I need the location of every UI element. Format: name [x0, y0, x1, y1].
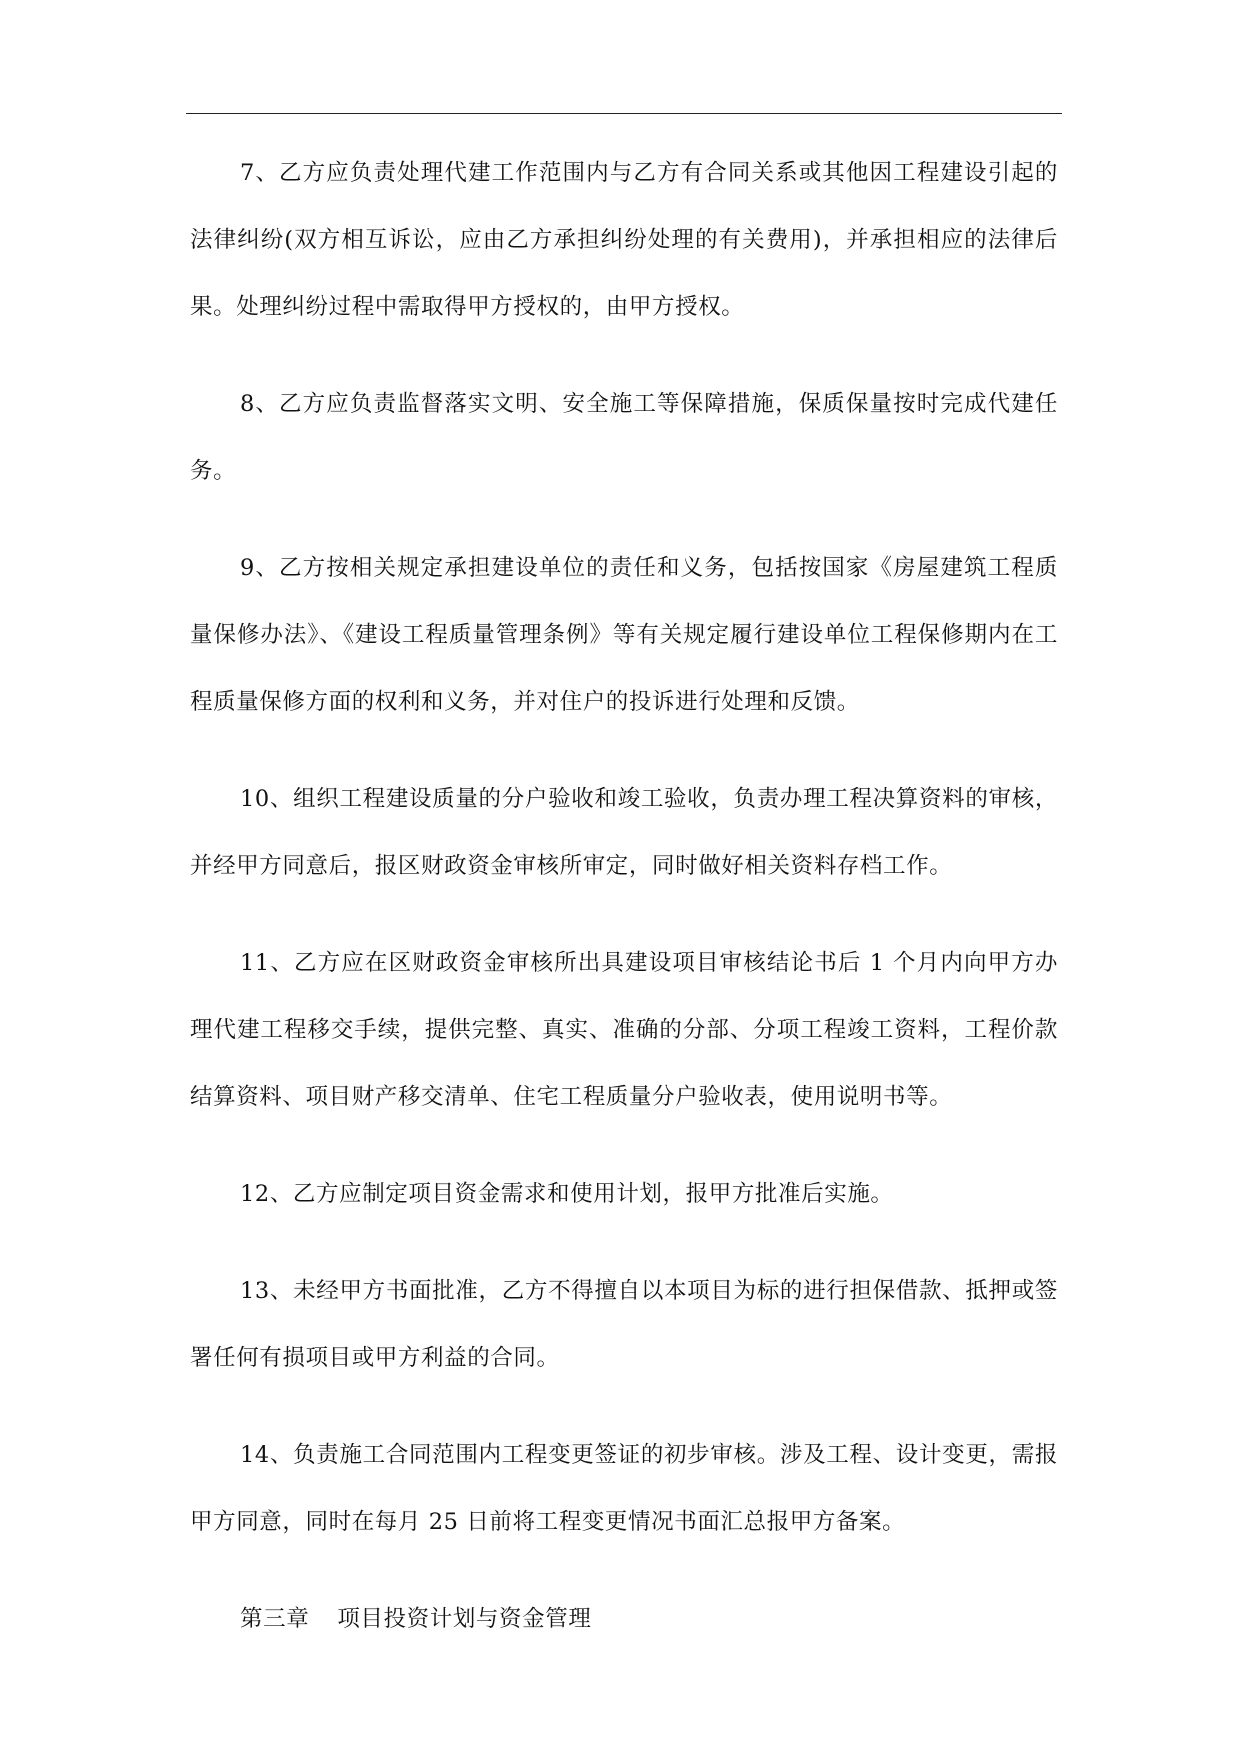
clause-11: 11、乙方应在区财政资金审核所出具建设项目审核结论书后 1 个月内向甲方办理代建工程移交手续，提供完整、真实、准确的分部、分项工程竣工资料，工程价款结算资料、项目财产移交清单、住宅工程质量分户验收表，使用说明书等。: [190, 950, 1058, 1110]
clause-13: 13、未经甲方书面批准，乙方不得擅自以本项目为标的进行担保借款、抵押或签署任何有损项目或甲方利益的合同。: [190, 1278, 1058, 1371]
header-rule: [186, 113, 1062, 114]
clause-12: 12、乙方应制定项目资金需求和使用计划，报甲方批准后实施。: [240, 1181, 894, 1207]
chapter-heading: [190, 1586, 1058, 1653]
document-body: [190, 140, 1058, 1683]
chapter-title: 项目投资计划与资金管理: [337, 1606, 592, 1632]
clause-8: 8、乙方应负责监督落实文明、安全施工等保障措施，保质保量按时完成代建任务。: [190, 391, 1058, 484]
clause-9: 9、乙方按相关规定承担建设单位的责任和义务，包括按国家《房屋建筑工程质量保修办法》、《建设工程质量管理条例》等有关规定履行建设单位工程保修期内在工程质量保修方面的权利和义务，并对住户的投诉进行处理和反馈。: [190, 555, 1058, 715]
chapter-number: 第三章: [240, 1606, 310, 1632]
clause-7: 7、乙方应负责处理代建工作范围内与乙方有合同关系或其他因工程建设引起的法律纠纷(双方相互诉讼，应由乙方承担纠纷处理的有关费用)，并承担相应的法律后果。处理纠纷过程中需取得甲方授权的，由甲方授权。: [190, 160, 1058, 320]
clause-10: 10、组织工程建设质量的分户验收和竣工验收，负责办理工程决算资料的审核，并经甲方同意后，报区财政资金审核所审定，同时做好相关资料存档工作。: [190, 786, 1058, 879]
clause-14: 14、负责施工合同范围内工程变更签证的初步审核。涉及工程、设计变更，需报甲方同意，同时在每月 25 日前将工程变更情况书面汇总报甲方备案。: [190, 1442, 1058, 1535]
